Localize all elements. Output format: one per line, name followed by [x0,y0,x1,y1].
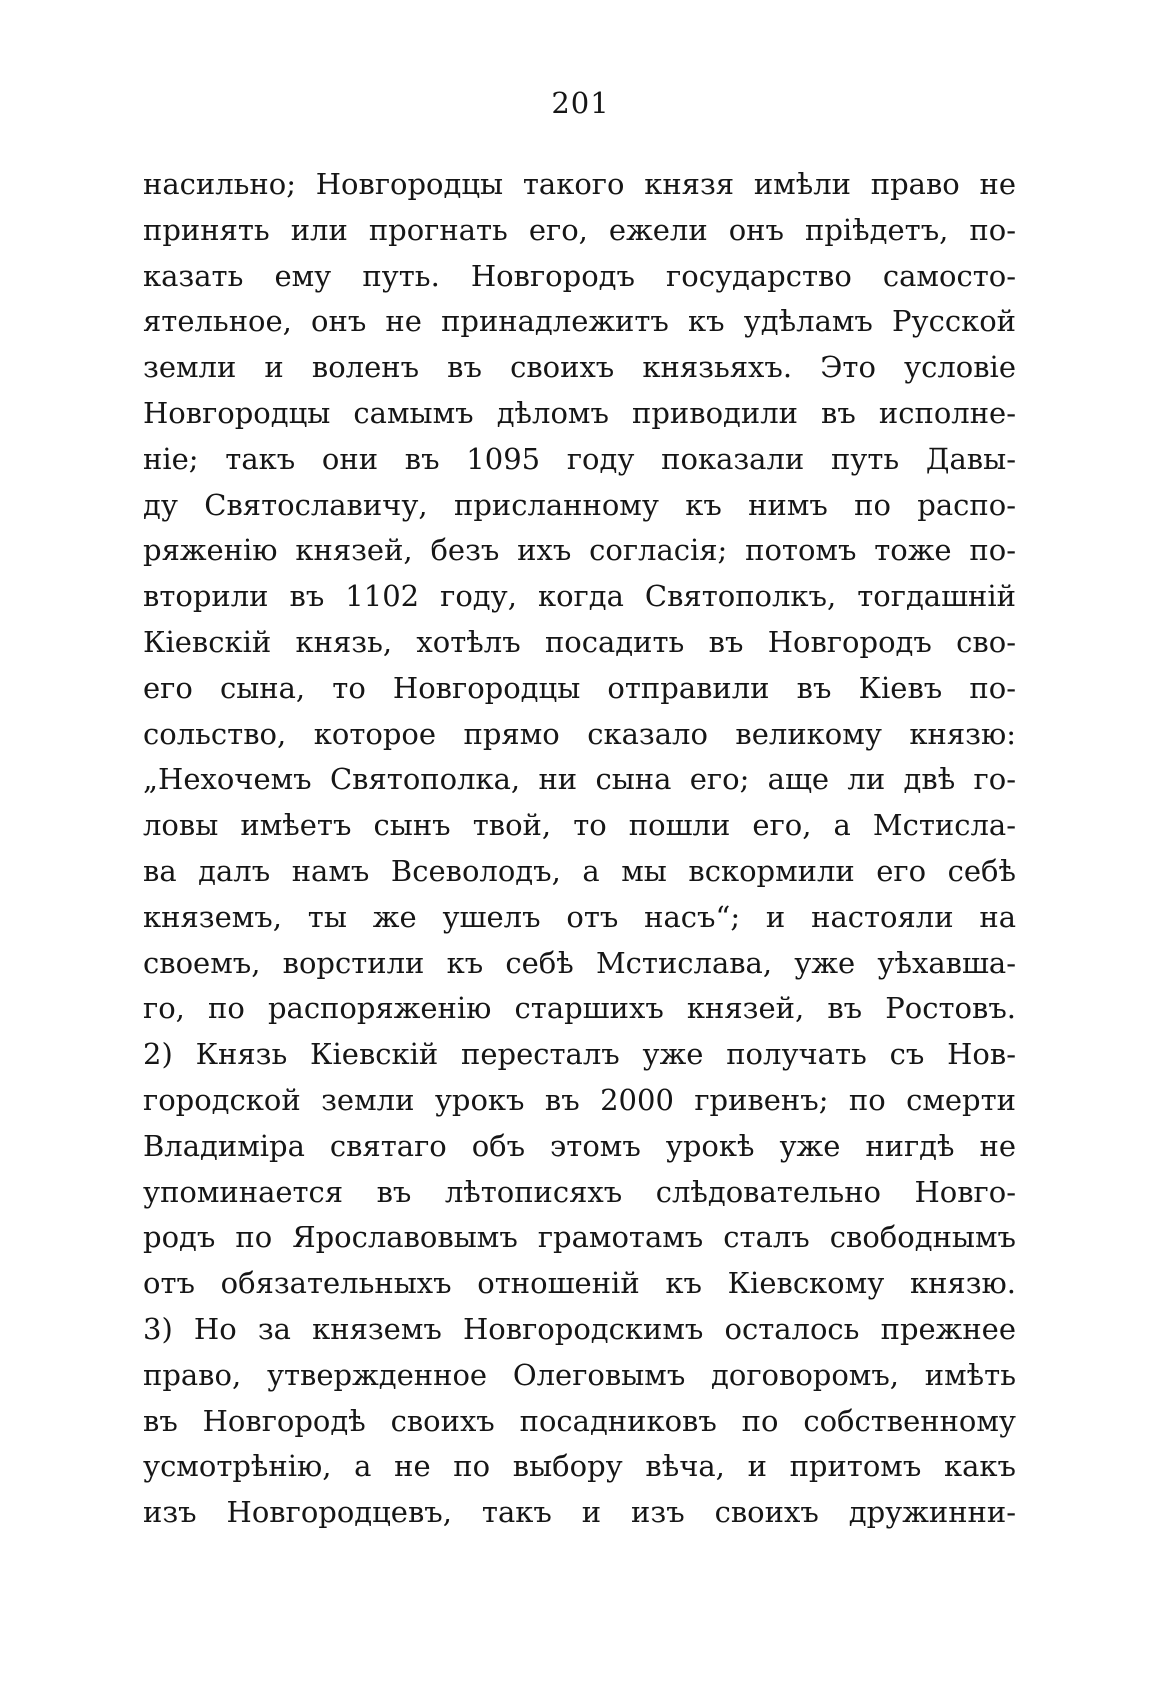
text-line: ду Святославичу, присланному къ нимъ по распо- [143,487,1016,522]
text-line: отъ обязательныхъ отношенiй къ Кiевскому князю. [143,1266,1016,1301]
text-line: 3) Но за княземъ Новгородскимъ осталось прежнее [143,1311,1016,1346]
text-line: усмотрѣнiю, а не по выбору вѣча, и притомъ какъ [143,1449,1016,1484]
text-line: ятельное, онъ не принадлежитъ къ удѣламъ Русской [143,304,1016,339]
text-line: го, по распоряженiю старшихъ князей, въ Ростовъ. [143,991,1016,1026]
text-line: въ Новгородѣ своихъ посадниковъ по собственному [143,1403,1016,1438]
text-line: казать ему путь. Новгородъ государство самосто- [143,258,1016,293]
text-line: „Нехочемъ Святополка, ни сына его; аще ли двѣ го- [143,762,1016,797]
text-line: сольство, которое прямо сказало великому князю: [143,716,1016,751]
text-line: право, утвержденное Олеговымъ договоромъ, имѣть [143,1357,1016,1392]
text-line: нiе; такъ они въ 1095 году показали путь Давы- [143,441,1016,476]
text-line: ловы имѣетъ сынъ твой, то пошли его, а Мстисла- [143,808,1016,843]
text-line: Новгородцы самымъ дѣломъ приводили въ исполне- [143,395,1016,430]
text-line: городской земли урокъ въ 2000 гривенъ; по смерти [143,1082,1016,1117]
text-line: вторили въ 1102 году, когда Святополкъ, тогдашнiй [143,579,1016,614]
body-text [143,162,1016,1536]
text-line: его сына, то Новгородцы отправили въ Кiевъ по- [143,670,1016,705]
text-line: принять или прогнать его, ежели онъ прiѣдетъ, по- [143,212,1016,247]
text-line: Кiевскiй князь, хотѣлъ посадить въ Новгородъ сво- [143,624,1016,659]
text-line: изъ Новгородцевъ, такъ и изъ своихъ дружинни- [143,1495,1016,1530]
text-line: земли и воленъ въ своихъ князьяхъ. Это условiе [143,350,1016,385]
text-line: упоминается въ лѣтописяхъ слѣдовательно Новго- [143,1174,1016,1209]
text-line: родъ по Ярославовымъ грамотамъ сталъ свободнымъ [143,1220,1016,1255]
text-line: насильно; Новгородцы такого князя имѣли право не [143,167,1016,201]
text-line: ряженiю князей, безъ ихъ согласiя; потомъ тоже по- [143,533,1016,568]
text-line: 2) Князь Кiевскiй пересталъ уже получать съ Нов- [143,1037,1016,1072]
text-line: ва далъ намъ Всеволодъ, а мы вскормили его себѣ [143,853,1016,888]
text-line: своемъ, ворстили къ себѣ Мстислава, уже уѣхавша- [143,945,1016,980]
page-number: 201 [551,86,610,120]
text-line: Владимiра святаго объ этомъ урокѣ уже нигдѣ не [143,1128,1016,1163]
text-line: княземъ, ты же ушелъ отъ насъ“; и настояли на [143,899,1016,934]
